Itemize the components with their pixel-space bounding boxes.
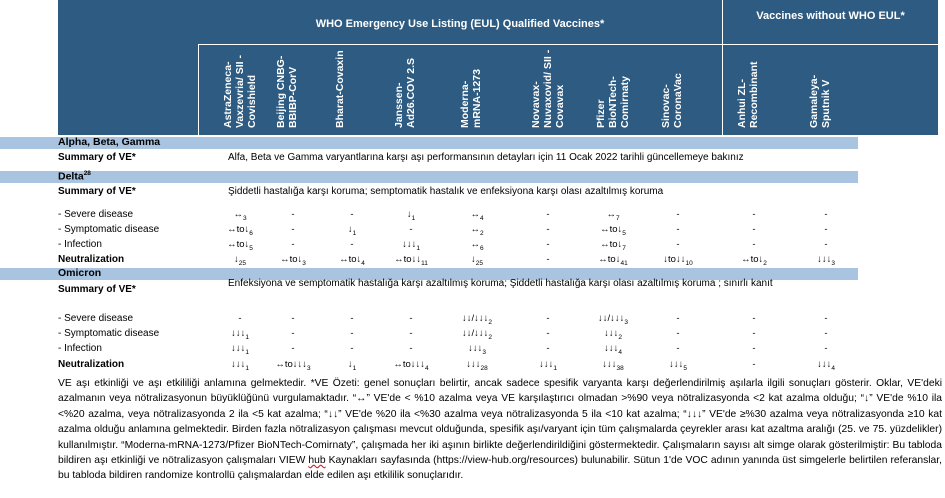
delta-cell-r2-c9: [714, 224, 794, 237]
cell-value: -: [824, 328, 828, 339]
cell-study-count: 3: [624, 318, 628, 326]
delta-cell-r2-c5: [437, 224, 517, 237]
alpha-summary-label: Summary of VE*: [58, 152, 136, 163]
vaccine-header-5: Moderna-mRNA-1273: [459, 69, 483, 128]
cell-value: -: [350, 239, 354, 250]
cell-value: ↔: [470, 224, 480, 235]
cell-value: -: [546, 328, 550, 339]
cell-value: ↓↓↓: [604, 343, 619, 354]
omicron-cell-r2-c8: [638, 328, 718, 341]
vaccine-header-6: Novavax-Nuvaxovid/ SII - Covavax: [530, 49, 566, 128]
cell-value: ↓↓↓: [602, 359, 617, 370]
alpha-summary-text: Alfa, Beta ve Gamma varyantlarına karşı aşı performansının detayları için 11 Ocak 2022 tarihli güncellemeye bakınız: [228, 152, 744, 163]
cell-value: -: [546, 209, 550, 220]
cell-value: ↔: [233, 209, 243, 220]
delta-cell-r3-c9: [714, 239, 794, 252]
delta-ref-sup: 28: [83, 170, 91, 177]
cell-value: -: [350, 313, 354, 324]
footnote-text-after: Kaynakları sayfasında (https://view-hub.org/resources) bulunabilir. Sütun 1'de VOC adının yanında üst simgelerle belirtilen referanslar, bu tabloda bildiren randomize kontrollü çalışmalardan elde edilen aşı etkililik sonuçlarıdır.: [58, 455, 942, 482]
cell-study-count: 1: [553, 364, 557, 372]
vaccine-header-2: Beijing CNBG-BBIBP-CorV: [275, 55, 299, 128]
cell-value: -: [350, 343, 354, 354]
cell-value: ↓↓↓: [231, 328, 246, 339]
cell-study-count: 3: [302, 259, 306, 267]
cell-value: ↓↓↓: [402, 239, 417, 250]
cell-value: ↔: [470, 239, 480, 250]
cell-value: ↔to↓: [227, 239, 250, 250]
cell-study-count: 1: [352, 229, 357, 237]
cell-value: ↔: [470, 209, 480, 220]
cell-value: -: [752, 359, 756, 370]
table-footnote: [58, 376, 942, 484]
cell-value: ↓: [406, 209, 412, 220]
cell-value: ↓↓↓: [817, 359, 832, 370]
omicron-title: Omicron: [58, 267, 102, 279]
omicron-cell-r1-c9: [714, 313, 794, 326]
vaccine-header-7: Pfizer BioNTech-Comirnaty: [595, 76, 631, 128]
vaccine-header-9: Anhui ZL-Recombinant: [736, 61, 760, 128]
cell-study-count: 5: [622, 229, 626, 237]
cell-value: -: [824, 313, 828, 324]
cell-value: -: [676, 239, 680, 250]
cell-study-count: 4: [618, 348, 622, 356]
delta-cell-r2-c10: [786, 224, 866, 237]
cell-study-count: 2: [618, 333, 622, 341]
cell-value: -: [291, 239, 295, 250]
cell-value: -: [752, 328, 756, 339]
omicron-cell-r2-c9: [714, 328, 794, 341]
cell-study-count: 1: [416, 244, 420, 252]
cell-value: -: [824, 343, 828, 354]
cell-study-count: 5: [683, 364, 687, 372]
delta-cell-r3-c8: [638, 239, 718, 252]
cell-study-count: 41: [620, 259, 628, 267]
footnote-hub-word: hub: [308, 455, 326, 467]
cell-value: -: [752, 239, 756, 250]
cell-value: -: [350, 328, 354, 339]
cell-value: ↔to↓↓: [394, 254, 422, 265]
cell-value: ↔to↓↓↓: [393, 359, 426, 370]
cell-study-count: 7: [615, 214, 620, 222]
delta-row-label-1: - Severe disease: [58, 209, 134, 220]
omicron-cell-r4-c5: [437, 359, 517, 372]
cell-study-count: 5: [249, 244, 253, 252]
cell-value: -: [546, 343, 550, 354]
cell-study-count: 4: [361, 259, 365, 267]
cell-study-count: 6: [249, 229, 253, 237]
cell-value: ↓↓↓: [468, 343, 483, 354]
cell-study-count: 2: [488, 333, 492, 341]
cell-value: -: [752, 224, 756, 235]
cell-study-count: 2: [488, 318, 492, 326]
cell-value: ↓to↓↓: [663, 254, 686, 265]
cell-value: -: [291, 209, 295, 220]
omicron-summary-text: Enfeksiyona ve semptomatik hastalığa karşı azaltılmış koruma; Şiddetli hastalığa karşı olası azaltılmış koruma ; sınırlı kanıt: [228, 278, 773, 289]
delta-row-label-4: Neutralization: [58, 254, 125, 265]
cell-value: -: [676, 343, 680, 354]
alpha-title: Alpha, Beta, Gamma: [58, 136, 161, 148]
cell-study-count: 1: [245, 364, 249, 372]
omicron-cell-r2-c5: [437, 328, 517, 341]
cell-value: -: [350, 209, 354, 220]
cell-value: -: [409, 224, 413, 235]
omicron-cell-r3-c9: [714, 343, 794, 356]
cell-value: -: [546, 239, 550, 250]
cell-value: ↔to↓↓↓: [275, 359, 308, 370]
omicron-row-label-1: - Severe disease: [58, 313, 134, 324]
cell-value: -: [291, 224, 295, 235]
cell-value: -: [824, 239, 828, 250]
cell-value: ↔to↓: [339, 254, 362, 265]
delta-title: Delta$^{28}$: [58, 170, 91, 183]
omicron-row-label-4: Neutralization: [58, 359, 125, 370]
delta-cell-r1-c5: [437, 209, 517, 222]
vaccine-header-10: Gamaleya-Sputnik V: [808, 74, 832, 128]
cell-value: -: [752, 343, 756, 354]
cell-study-count: 2: [763, 259, 767, 267]
delta-summary-text: Şiddetli hastalığa karşı koruma; semptomatik hastalık ve enfeksiyona karşı olası azaltılmış koruma: [228, 186, 664, 197]
cell-value: ↔to↓: [280, 254, 303, 265]
cell-value: -: [824, 224, 828, 235]
cell-value: -: [676, 313, 680, 324]
omicron-cell-r4-c8: [638, 359, 718, 372]
cell-value: ↓: [347, 359, 353, 370]
cell-value: -: [676, 209, 680, 220]
omicron-row-label-3: - Infection: [58, 343, 102, 354]
vaccine-header-8: Sinovac-CoronaVac: [660, 73, 684, 128]
omicron-cell-r1-c8: [638, 313, 718, 326]
cell-value: ↔: [606, 209, 616, 220]
footnote-text-before: VE aşı etkinliği ve aşı etkililiği anlamına gelmektedir. *VE Özeti: genel sonuçları belirtir, ancak sadece spesifik varyanta karşı değerlendirilmiş aşılarla ilgili sonuçları gösterir. Oklar, VE'deki azalmanın veya nötralizasyonun büyüklüğünü vurgulamaktadır. “↔” VE'de < %10 azalma veya VE karşılaştırıcı olmadan >%90 veya nötralizasyonda <2 kat azalma olduğu; “↓” VE'de %10 ila <%20 azalma, veya nötralizasyonda 2 ila <5 kat azalma; “↓↓” VE'de %20 ila <%30 azalma veya nötralizasyonda 5 ila <10 kat azalma; “↓↓↓” VE'de ≥%30 azalma veya nötralizasyonda ≥10 kat azalma olduğu anlamına gelmektedir. Birden fazla nötralizasyon çalışması mevcut olduğunda, spesifik aşı/varyant için tüm çalışmalarda çeyrekler arası kat azaltma aralığı (25. ve 75. yüzdelikler) kullanılmıştır. “Moderna-mRNA-1273/Pfizer BioNTech-Comirnaty”, çalışmada her iki aşının birlikte değerlendirildiğini göstermektedir. Çalışmaların sayısı alt simge olarak gösterilmiştir: Bu tabloda bildiren aşı etkinliği ve nötralizasyon çalışmaları VIEW: [58, 378, 942, 467]
cell-value: ↔to↓: [600, 224, 623, 235]
eul-group-header: WHO Emergency Use Listing (EUL) Qualified Vaccines*: [315, 18, 605, 30]
cell-study-count: 1: [245, 348, 249, 356]
cell-study-count: 6: [479, 244, 484, 252]
cell-value: -: [409, 328, 413, 339]
cell-value: ↓: [234, 254, 239, 265]
cell-value: -: [291, 343, 295, 354]
cell-value: ↓↓↓: [231, 359, 246, 370]
cell-study-count: 11: [421, 259, 428, 267]
cell-study-count: 3: [831, 259, 835, 267]
cell-value: ↔to↓: [741, 254, 764, 265]
delta-cell-r3-c5: [437, 239, 517, 252]
cell-study-count: 1: [352, 364, 357, 372]
cell-study-count: 38: [616, 364, 624, 372]
cell-value: ↓↓/↓↓↓: [597, 313, 625, 324]
delta-cell-r4-c5: [437, 254, 517, 267]
cell-value: ↓↓↓: [604, 328, 619, 339]
cell-study-count: 2: [479, 229, 484, 237]
cell-study-count: 4: [425, 364, 429, 372]
cell-study-count: 28: [480, 364, 488, 372]
vaccine-header-4: Janssen-Ad26.COV 2.S: [393, 57, 417, 128]
cell-study-count: 25: [475, 259, 483, 267]
delta-row-label-3: - Infection: [58, 239, 102, 250]
cell-value: ↓↓/↓↓↓: [461, 328, 489, 339]
cell-value: -: [546, 224, 550, 235]
cell-study-count: 10: [685, 259, 693, 267]
cell-value: -: [238, 313, 242, 324]
omicron-cell-r1-c10: [786, 313, 866, 326]
cell-value: ↓: [471, 254, 476, 265]
delta-section-bar: [0, 171, 858, 183]
cell-value: -: [676, 224, 680, 235]
cell-value: ↓↓↓: [817, 254, 832, 265]
cell-value: ↔to↓: [598, 254, 621, 265]
delta-cell-r1-c9: [714, 209, 794, 222]
cell-value: -: [824, 209, 828, 220]
cell-value: ↓↓↓: [466, 359, 481, 370]
delta-cell-r1-c10: [786, 209, 866, 222]
cell-value: -: [291, 328, 295, 339]
delta-row-label-2: - Symptomatic disease: [58, 224, 160, 235]
cell-study-count: 4: [479, 214, 484, 222]
delta-summary-label: Summary of VE*: [58, 186, 136, 197]
cell-value: ↔to↓: [600, 239, 623, 250]
cell-study-count: 1: [411, 214, 416, 222]
cell-study-count: 3: [482, 348, 486, 356]
cell-study-count: 1: [245, 333, 249, 341]
vaccine-header-3: Bharat-Covaxin: [334, 50, 346, 128]
omicron-cell-r3-c5: [437, 343, 517, 356]
omicron-cell-r3-c8: [638, 343, 718, 356]
cell-study-count: 3: [307, 364, 311, 372]
non-eul-group-header: Vaccines without WHO EUL*: [756, 10, 905, 22]
cell-value: ↓↓↓: [231, 343, 246, 354]
delta-cell-r3-c10: [786, 239, 866, 252]
cell-value: ↔to↓: [227, 224, 250, 235]
cell-value: -: [291, 313, 295, 324]
omicron-cell-r1-c5: [437, 313, 517, 326]
vaccine-header-1: AstraZeneca-Vaxzevria/ SII - Covishield: [222, 55, 258, 128]
cell-study-count: 4: [831, 364, 835, 372]
omicron-cell-r4-c10: [786, 359, 866, 372]
cell-value: ↓↓↓: [669, 359, 684, 370]
cell-value: ↓↓↓: [539, 359, 554, 370]
cell-study-count: 7: [622, 244, 626, 252]
omicron-row-label-2: - Symptomatic disease: [58, 328, 160, 339]
delta-cell-r4-c8: [638, 254, 718, 267]
delta-cell-r2-c8: [638, 224, 718, 237]
cell-value: ↓: [347, 224, 353, 235]
cell-value: -: [546, 254, 550, 265]
cell-value: -: [752, 209, 756, 220]
omicron-cell-r4-c9: [714, 359, 794, 372]
delta-cell-r4-c9: [714, 254, 794, 267]
cell-value: -: [546, 313, 550, 324]
cell-value: -: [409, 313, 413, 324]
delta-cell-r1-c8: [638, 209, 718, 222]
omicron-cell-r3-c10: [786, 343, 866, 356]
omicron-cell-r2-c10: [786, 328, 866, 341]
cell-study-count: 3: [242, 214, 247, 222]
omicron-summary-label: Summary of VE*: [58, 284, 136, 295]
cell-study-count: 25: [238, 259, 246, 267]
delta-cell-r4-c10: [786, 254, 866, 267]
cell-value: -: [752, 313, 756, 324]
cell-value: -: [676, 328, 680, 339]
cell-value: -: [409, 343, 413, 354]
cell-value: ↓↓/↓↓↓: [461, 313, 489, 324]
